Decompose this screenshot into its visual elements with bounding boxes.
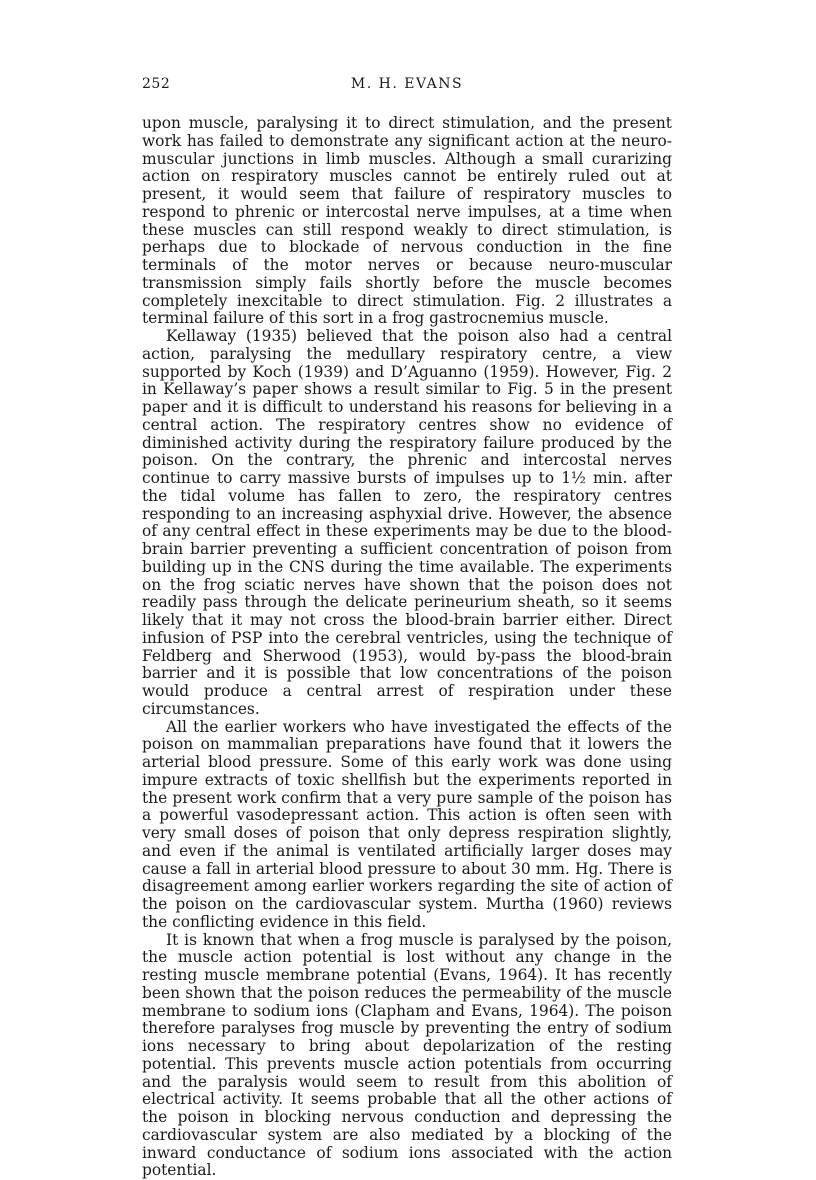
paragraph-central-action: Kellaway (1935) believed that the poison also had a central action, paralysing the medullary respiratory centre, a view supported by Koch (1939) and D’Aguanno (1959). However, Fig. 2 in Kellaway’s paper shows a result similar to Fig. 5 in the present paper and it is difficult to understand his reasons for believing in a central action. The respiratory centres show no evidence of diminished activity during the respiratory failure produced by the poison. On the contrary, the phrenic and intercostal nerves continue to carry massive bursts of impulses up to 1½ min. after the tidal volume has fallen to zero, the respiratory centres responding to an increasing asphyxial drive. However, the absence of any central effect in these experiments may be due to the blood-brain barrier preventing a sufficient concentration of poison from building up in the CNS during the time available. The experiments on the frog sciatic nerves have shown that the poison does not readily pass through the delicate perineurium sheath, so it seems likely that it may not cross the blood-brain barrier either. Direct infusion of PSP into the cerebral ventricles, using the technique of Feldberg and Sherwood (1953), would by-pass the blood-brain barrier and it is possible that low concentrations of the poison would produce a central arrest of respiration under these circumstances.: [142, 328, 672, 719]
body-text: [142, 115, 672, 1180]
running-head-author: M. H. EVANS: [142, 76, 672, 92]
paragraph-sodium-conductance: It is known that when a frog muscle is paralysed by the poison, the muscle action potential is lost without any change in the resting muscle membrane potential (Evans, 1964). It has recently been shown that the poison reduces the permeability of the muscle membrane to sodium ions (Clapham and Evans, 1964). The poison therefore paralyses frog muscle by preventing the entry of sodium ions necessary to bring about depolarization of the resting potential. This prevents muscle action potentials from occurring and the paralysis would seem to result from this abolition of electrical activity. It seems probable that all the other actions of the poison in blocking nervous conduction and depressing the cardiovascular system are also mediated by a blocking of the inward conductance of sodium ions associated with the action potential.: [142, 932, 672, 1180]
paragraph-continued: upon muscle, paralysing it to direct stimulation, and the present work has failed to demonstrate any significant action at the neuro-muscular junctions in limb muscles. Although a small curarizing action on respiratory muscles cannot be entirely ruled out at present, it would seem that failure of respiratory muscles to respond to phrenic or intercostal nerve impulses, at a time when these muscles can still respond weakly to direct stimulation, is perhaps due to blockade of nervous conduction in the fine terminals of the motor nerves or because neuro-muscular transmission simply fails shortly before the muscle becomes completely inexcitable to direct stimulation. Fig. 2 illustrates a terminal failure of this sort in a frog gastrocnemius muscle.: [142, 115, 672, 328]
running-head: [142, 76, 672, 96]
page-number: 252: [142, 76, 170, 92]
paragraph-blood-pressure: All the earlier workers who have investigated the effects of the poison on mammalian preparations have found that it lowers the arterial blood pressure. Some of this early work was done using impure extracts of toxic shellfish but the experiments reported in the present work confirm that a very pure sample of the poison has a powerful vasodepressant action. This action is often seen with very small doses of poison that only depress respiration slightly, and even if the animal is ventilated artificially larger doses may cause a fall in arterial blood pressure to about 30 mm. Hg. There is disagreement among earlier workers regarding the site of action of the poison on the cardiovascular system. Murtha (1960) reviews the conflicting evidence in this field.: [142, 719, 672, 932]
